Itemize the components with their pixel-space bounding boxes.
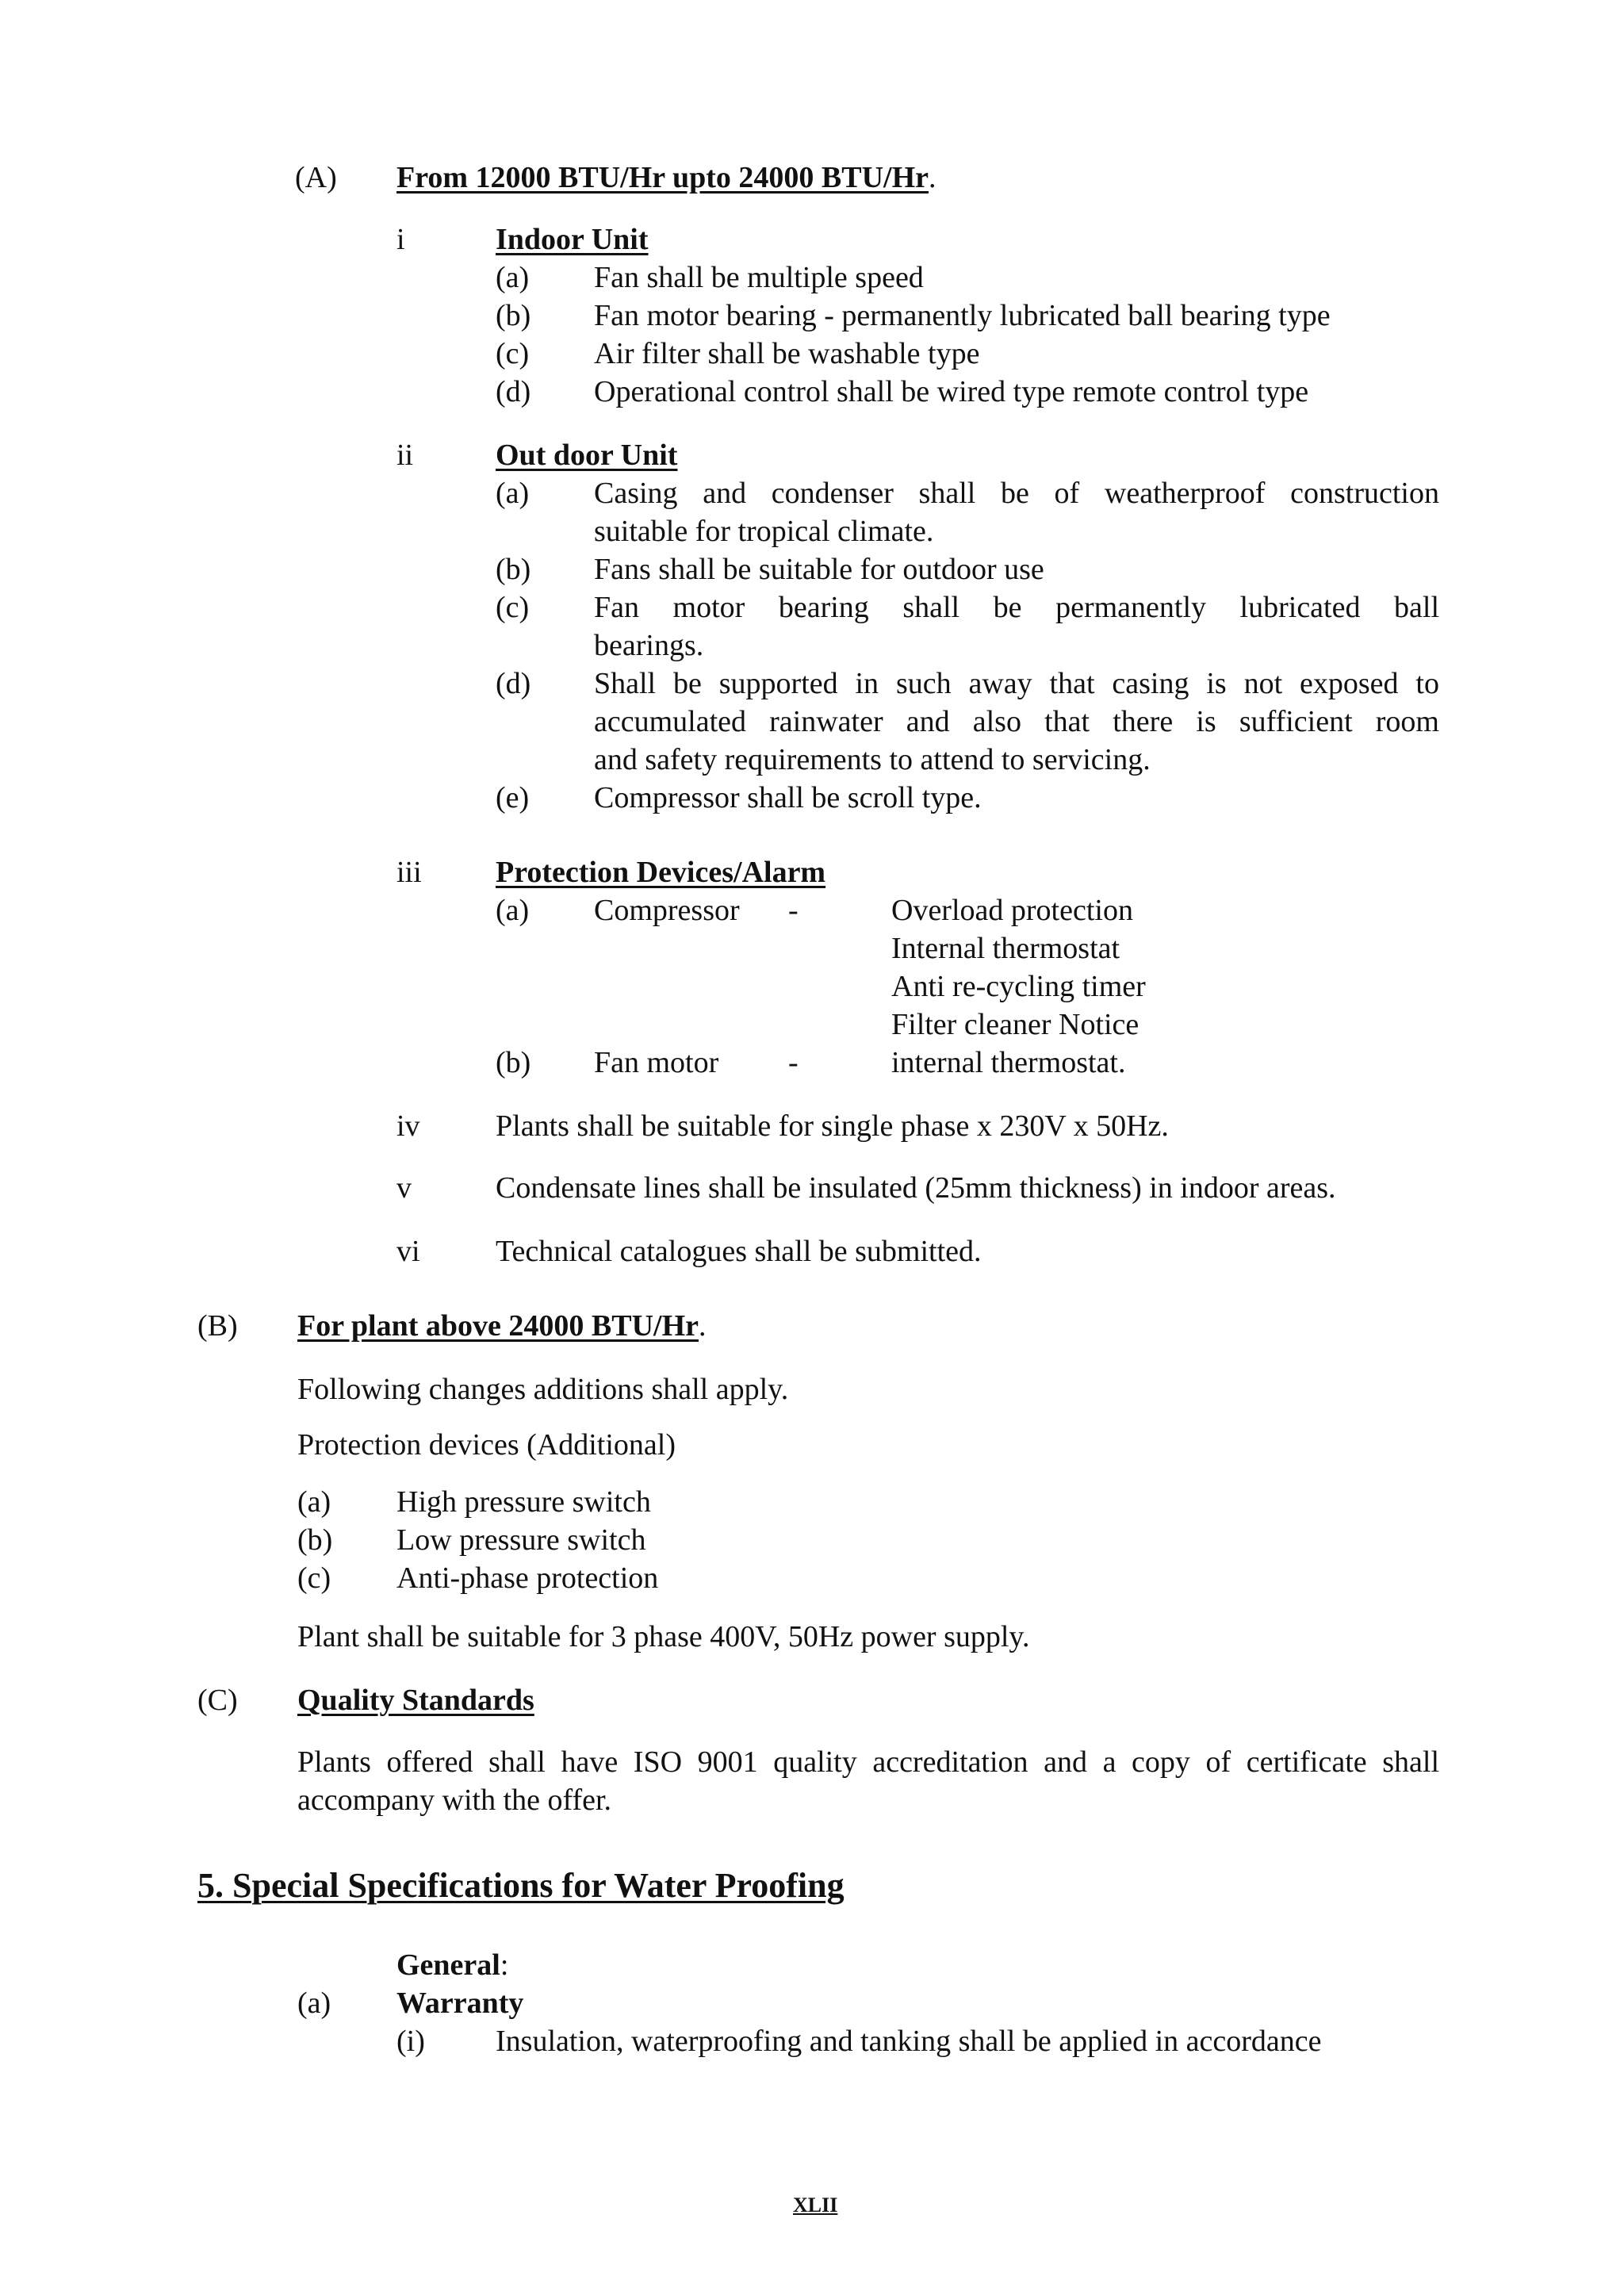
misc-num: iv <box>396 1109 420 1143</box>
section-b-item-label: (c) <box>297 1561 331 1595</box>
misc-text: Plants shall be suitable for single phase x 230V x 50Hz. <box>496 1109 1169 1143</box>
section-c-marker: (C) <box>197 1684 238 1717</box>
indoor-item-label: (b) <box>496 299 531 332</box>
outdoor-item-line: suitable for tropical climate. <box>594 515 934 548</box>
protection-item-label: (b) <box>496 1046 531 1079</box>
indoor-item-label: (d) <box>496 375 531 408</box>
indoor-item-text: Fan shall be multiple speed <box>594 261 924 294</box>
outdoor-item-line: and safety requirements to attend to servicing. <box>594 743 1151 776</box>
outdoor-item-line: Fan motor bearing shall be permanently lubricated ball <box>594 591 1439 624</box>
outdoor-item-line: Casing and condenser shall be of weatherproof construction <box>594 477 1439 510</box>
section-5-title: 5. Special Specifications for Water Proofing <box>197 1866 845 1905</box>
misc-num: v <box>396 1171 412 1205</box>
outdoor-item-label: (d) <box>496 667 531 700</box>
section-b-item-text: High pressure switch <box>396 1485 651 1519</box>
misc-text: Technical catalogues shall be submitted. <box>496 1235 982 1268</box>
outdoor-item-line: Shall be supported in such away that casing is not exposed to <box>594 667 1439 700</box>
section-a-marker: (A) <box>295 161 337 194</box>
protection-item-name: Compressor <box>594 894 740 927</box>
protection-item-label: (a) <box>496 894 530 927</box>
section-b-item-text: Anti-phase protection <box>396 1561 659 1595</box>
indoor-num: i <box>396 223 405 256</box>
misc-text: Condensate lines shall be insulated (25mm thickness) in indoor areas. <box>496 1171 1336 1205</box>
protection-item-value: internal thermostat. <box>891 1046 1126 1079</box>
indoor-item-label: (a) <box>496 261 530 294</box>
protection-item-value: Internal thermostat <box>891 932 1120 965</box>
warranty-heading: Warranty <box>396 1987 524 2020</box>
section-b-note: Plant shall be suitable for 3 phase 400V, 50Hz power supply. <box>297 1620 1030 1653</box>
warranty-item-text: Insulation, waterproofing and tanking shall be applied in accordance <box>496 2025 1322 2058</box>
protection-item-value: Filter cleaner Notice <box>891 1008 1139 1041</box>
indoor-heading: Indoor Unit <box>496 223 649 256</box>
outdoor-item-line: Fans shall be suitable for outdoor use <box>594 553 1044 586</box>
general-heading: General: <box>396 1948 509 1982</box>
protection-item-dash: - <box>788 1046 799 1079</box>
section-c-line: Plants offered shall have ISO 9001 quality accreditation and a copy of certificate shall <box>297 1745 1439 1779</box>
warranty-item-label: (i) <box>396 2025 425 2058</box>
outdoor-item-label: (c) <box>496 591 530 624</box>
section-b-intro: Following changes additions shall apply. <box>297 1373 789 1406</box>
section-b-marker: (B) <box>197 1309 238 1343</box>
section-c-line: accompany with the offer. <box>297 1784 612 1817</box>
section-b-heading: For plant above 24000 BTU/Hr. <box>297 1309 707 1343</box>
section-c-heading: Quality Standards <box>297 1684 534 1717</box>
outdoor-item-line: accumulated rainwater and also that there is sufficient room <box>594 705 1439 738</box>
section-a-heading: From 12000 BTU/Hr upto 24000 BTU/Hr. <box>396 161 936 194</box>
protection-item-value: Overload protection <box>891 894 1133 927</box>
protection-heading: Protection Devices/Alarm <box>496 856 826 889</box>
section-b-item-label: (a) <box>297 1485 331 1519</box>
protection-num: iii <box>396 856 422 889</box>
outdoor-item-label: (e) <box>496 781 530 814</box>
outdoor-num: ii <box>396 439 414 472</box>
indoor-item-text: Operational control shall be wired type remote control type <box>594 375 1309 408</box>
protection-item-name: Fan motor <box>594 1046 719 1079</box>
outdoor-item-line: bearings. <box>594 629 704 662</box>
outdoor-item-label: (a) <box>496 477 530 510</box>
section-b-subheading: Protection devices (Additional) <box>297 1428 676 1462</box>
protection-item-value: Anti re-cycling timer <box>891 970 1146 1003</box>
protection-item-dash: - <box>788 894 799 927</box>
indoor-item-text: Fan motor bearing - permanently lubricated ball bearing type <box>594 299 1331 332</box>
misc-num: vi <box>396 1235 420 1268</box>
page-number: XLII <box>793 2193 838 2216</box>
section-5-marker: (a) <box>297 1987 331 2020</box>
indoor-item-label: (c) <box>496 337 530 370</box>
outdoor-item-line: Compressor shall be scroll type. <box>594 781 982 814</box>
section-b-item-label: (b) <box>297 1523 333 1557</box>
outdoor-item-label: (b) <box>496 553 531 586</box>
outdoor-heading: Out door Unit <box>496 439 678 472</box>
section-b-item-text: Low pressure switch <box>396 1523 646 1557</box>
indoor-item-text: Air filter shall be washable type <box>594 337 980 370</box>
